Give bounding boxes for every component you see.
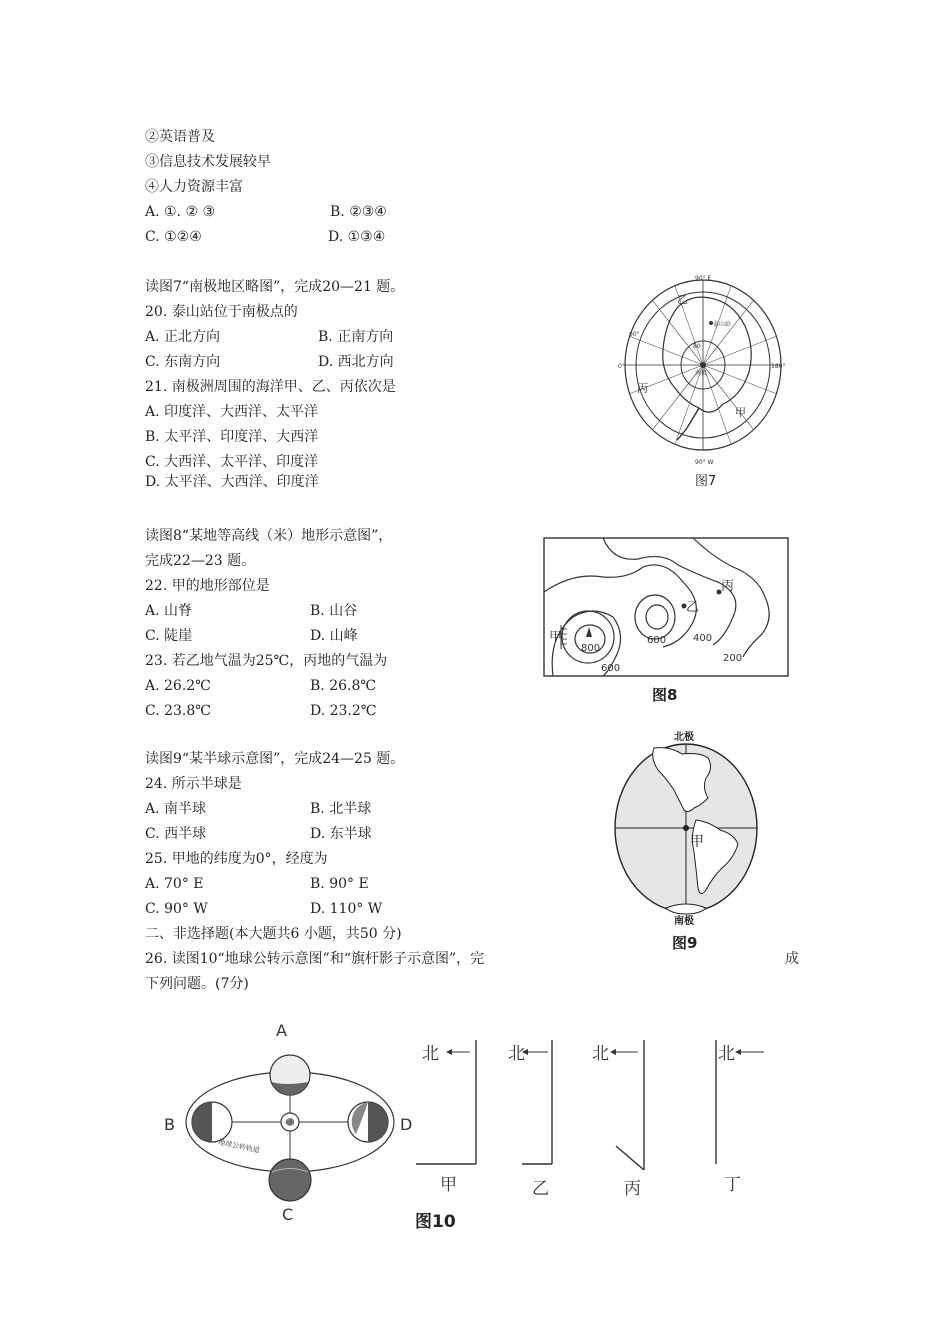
fig10-label-d: D xyxy=(400,1115,413,1134)
q25-choice-d: D. 110° W xyxy=(310,901,383,917)
q25-choice-b: B. 90° E xyxy=(310,876,369,892)
fig10-jia-label: 甲 xyxy=(440,1175,457,1195)
fig10-label-c: C xyxy=(282,1205,294,1224)
q20-choice-a: A. 正北方向 xyxy=(145,329,221,345)
fig10-north-jia: 北 xyxy=(422,1044,439,1064)
q21-choice-a: A. 印度洋、大西洋、太平洋 xyxy=(145,404,319,420)
q26-stem-part2: 成 xyxy=(785,951,799,967)
q26-stem-part1: 26. 读图10“地球公转示意图”和“旗杆影子示意图”，完 xyxy=(145,951,485,967)
fig7-label-60: 60° xyxy=(629,331,640,338)
q23-stem: 23. 若乙地气温为25℃，丙地的气温为 xyxy=(145,653,388,669)
fig7-label-90e: 90° E xyxy=(695,275,712,282)
fig7-label-180: 180° xyxy=(771,363,786,370)
fig8-bing-label: 丙 xyxy=(721,579,735,594)
q26-stem-part3: 下列问题。(7分) xyxy=(145,976,249,992)
sec7-intro: 读图7“南极地区略图”，完成20—21 题。 xyxy=(145,279,405,295)
fig8-jia-label: 甲 xyxy=(549,630,563,645)
q21-choice-d: D. 太平洋、大西洋、印度洋 xyxy=(145,474,319,490)
fig10-north-yi: 北 xyxy=(508,1044,525,1064)
q20-stem: 20. 泰山站位于南极点的 xyxy=(145,304,298,320)
fig8-contour-400: 400 xyxy=(693,633,713,644)
fig9-north-label: 北极 xyxy=(674,732,694,743)
q24-choice-a: A. 南半球 xyxy=(145,801,207,817)
fig10-north-ding: 北 xyxy=(718,1044,735,1064)
fig10-caption: 图10 xyxy=(415,1212,456,1232)
fig9-jia-label: 甲 xyxy=(690,834,704,850)
q20-choice-c: C. 东南方向 xyxy=(145,354,221,370)
sec8-intro-1: 读图8“某地等高线（米）地形示意图”， xyxy=(145,528,393,544)
fig7-caption: 图7 xyxy=(695,474,717,489)
q24-choice-b: B. 北半球 xyxy=(310,801,372,817)
q19-option-4: ④人力资源丰富 xyxy=(145,179,243,195)
q24-choice-c: C. 西半球 xyxy=(145,826,207,842)
q24-choice-d: D. 东半球 xyxy=(310,826,372,842)
part2-title: 二、非选择题(本大题共6 小题，共50 分) xyxy=(145,926,402,942)
q21-choice-c: C. 大西洋、太平洋、印度洋 xyxy=(145,454,319,470)
fig10-ding-label: 丁 xyxy=(724,1175,741,1195)
q19-choice-d: D. ①③④ xyxy=(328,229,386,245)
q19-choice-a: A. ①. ② ③ xyxy=(145,204,216,220)
fig10-north-bing: 北 xyxy=(592,1044,609,1064)
fig9-south-label: 南极 xyxy=(674,916,694,926)
q22-choice-d: D. 山峰 xyxy=(310,628,358,644)
fig8-contour-800: 800 xyxy=(581,643,601,654)
sec8-intro-2: 完成22—23 题。 xyxy=(145,553,256,569)
figure-10-flagpole-shadows xyxy=(412,1032,782,1202)
q20-choice-d: D. 西北方向 xyxy=(318,354,394,370)
fig10-label-a: A xyxy=(276,1021,287,1040)
q25-choice-a: A. 70° E xyxy=(145,876,204,892)
figure-10-earth-revolution xyxy=(160,1020,415,1225)
fig7-pole-label: 南极 xyxy=(695,370,708,377)
q23-choice-a: A. 26.2℃ xyxy=(145,678,211,694)
fig7-label-90w: 90° W xyxy=(695,459,714,466)
q19-choice-b: B. ②③④ xyxy=(330,204,387,220)
fig8-contour-600b: 600 xyxy=(647,635,667,646)
q23-choice-b: B. 26.8℃ xyxy=(310,678,377,694)
fig8-caption: 图8 xyxy=(652,686,678,704)
fig8-yi-label: 乙 xyxy=(686,600,700,615)
q25-choice-c: C. 90° W xyxy=(145,901,208,917)
q19-option-2: ②英语普及 xyxy=(145,129,215,145)
figure-7-antarctic-map xyxy=(615,268,795,468)
fig10-orbit-label: 地球公转轨道 xyxy=(217,1138,261,1155)
fig7-label-80: 80 xyxy=(693,343,701,350)
fig7-label-0: 0° xyxy=(618,363,625,370)
fig7-bing-label: 丙 xyxy=(637,382,648,395)
fig7-jia-label: 甲 xyxy=(735,406,746,419)
fig10-yi-label: 乙 xyxy=(532,1179,549,1199)
sec9-intro: 读图9“某半球示意图”，完成24—25 题。 xyxy=(145,751,405,767)
q23-choice-c: C. 23.8℃ xyxy=(145,703,211,719)
fig8-contour-600a: 600 xyxy=(601,663,621,674)
fig10-bing-label: 丙 xyxy=(624,1179,641,1199)
fig9-caption: 图9 xyxy=(672,934,698,952)
q25-stem: 25. 甲地的纬度为0°，经度为 xyxy=(145,851,328,867)
fig8-contour-200: 200 xyxy=(723,653,743,664)
figure-9-hemisphere xyxy=(610,728,765,926)
fig7-yi-label: 乙 xyxy=(677,293,688,306)
q19-option-3: ③信息技术发展较早 xyxy=(145,154,271,170)
q21-choice-b: B. 太平洋、印度洋、大西洋 xyxy=(145,429,319,445)
fig10-sun-label: 太阳 xyxy=(284,1120,295,1126)
q22-choice-a: A. 山脊 xyxy=(145,603,193,619)
figure-8-contour-map xyxy=(543,537,789,677)
fig7-station-label: 泰山站 xyxy=(713,321,732,328)
q22-choice-c: C. 陡崖 xyxy=(145,628,193,644)
q19-choice-c: C. ①②④ xyxy=(145,229,202,245)
fig10-label-b: B xyxy=(164,1115,175,1134)
q22-choice-b: B. 山谷 xyxy=(310,603,358,619)
q20-choice-b: B. 正南方向 xyxy=(318,329,394,345)
q21-stem: 21. 南极洲周围的海洋甲、乙、丙依次是 xyxy=(145,379,396,395)
q23-choice-d: D. 23.2℃ xyxy=(310,703,377,719)
q22-stem: 22. 甲的地形部位是 xyxy=(145,578,270,594)
q24-stem: 24. 所示半球是 xyxy=(145,776,242,792)
